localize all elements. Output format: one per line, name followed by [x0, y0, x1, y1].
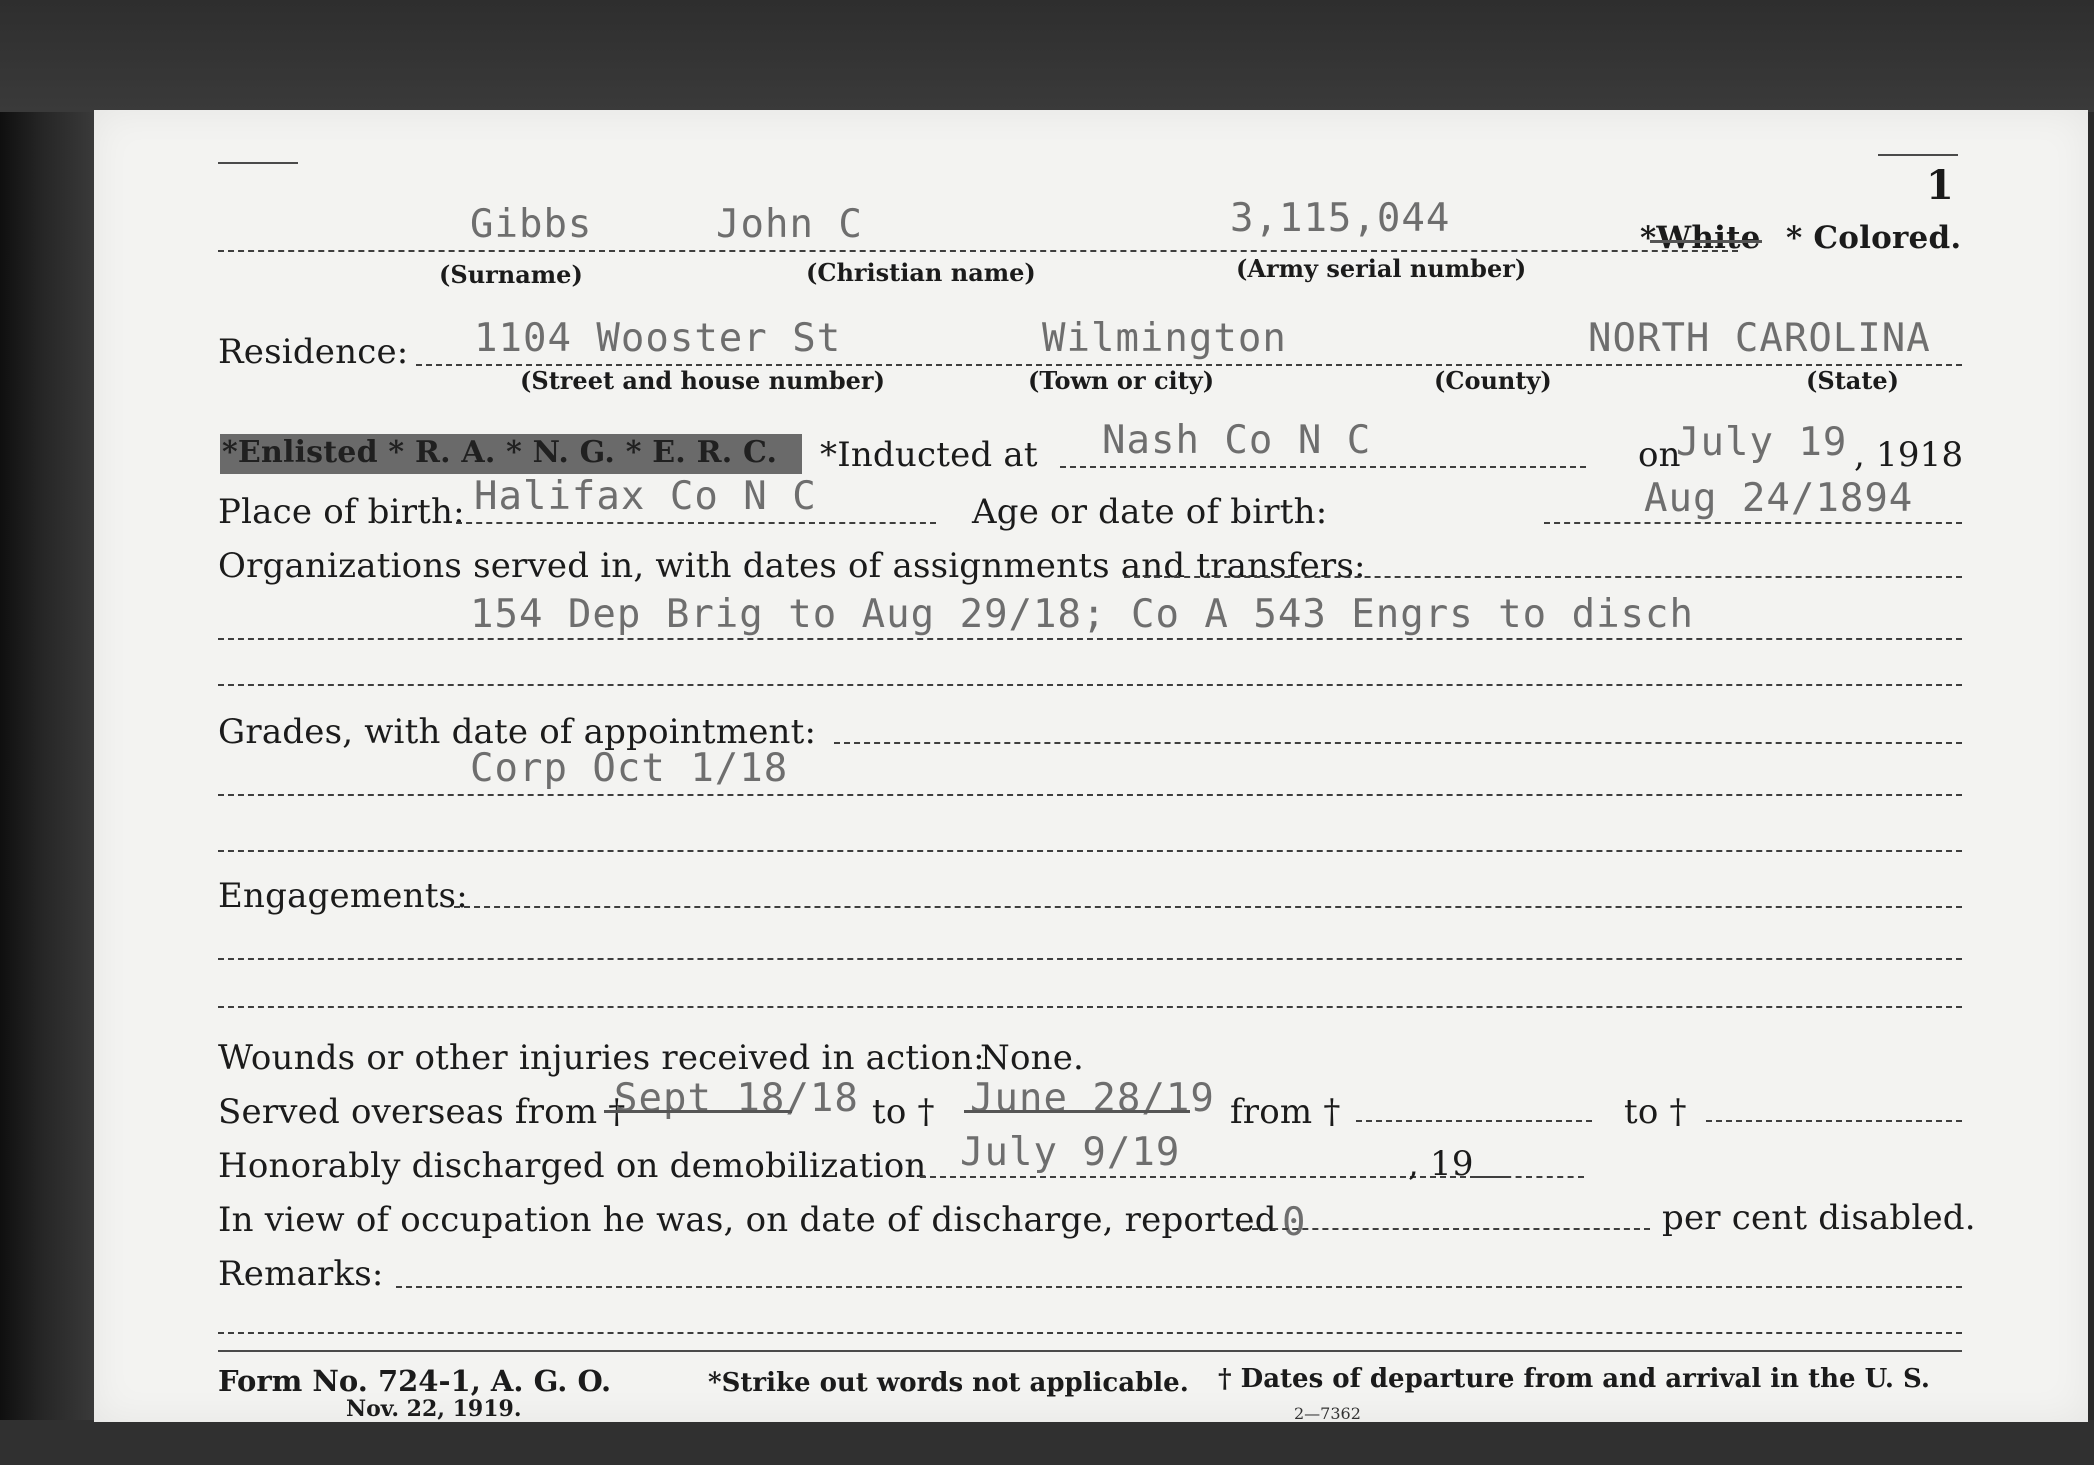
engagements-line-1: [454, 906, 1962, 908]
grades-line-3: [218, 850, 1962, 852]
grades-label: Grades, with date of appointment:: [218, 712, 817, 752]
dates-note: † Dates of departure from and arrival in the U. S.: [1218, 1364, 1930, 1394]
top-left-rule: [218, 162, 298, 164]
overseas-from-label-2: from †: [1230, 1092, 1341, 1132]
white-option: *White: [1640, 220, 1761, 256]
overseas-from-strikeout: [604, 1110, 792, 1113]
organizations-line-2: [218, 638, 1962, 640]
engagements-label: Engagements:: [218, 876, 468, 916]
occupation-label: In view of occupation he was, on date of discharge, reported: [218, 1200, 1277, 1240]
overseas-from-label: Served overseas from †: [218, 1092, 626, 1132]
surname-caption: (Surname): [439, 260, 583, 289]
age-line: [1544, 522, 1962, 524]
discharged-value: July 9/19: [960, 1130, 1181, 1175]
overseas-from-value: Sept 18/18: [614, 1076, 859, 1121]
discharged-year: , 19: [1408, 1144, 1474, 1184]
town-caption: (Town or city): [1028, 366, 1215, 395]
colored-option: * Colored.: [1786, 220, 1962, 256]
card-number: 1: [1926, 162, 1954, 209]
overseas-to-value: June 28/19: [970, 1076, 1215, 1121]
organizations-line-1: [1124, 576, 1962, 578]
state-value: NORTH CAROLINA: [1588, 316, 1931, 361]
service-record-card: [94, 110, 2088, 1422]
age-value: Aug 24/1894: [1644, 476, 1914, 521]
white-strikeout: [1650, 240, 1762, 243]
inducted-at-label: *Inducted at: [820, 435, 1038, 475]
occupation-line: [1242, 1228, 1650, 1230]
engagements-line-2: [218, 958, 1962, 960]
footer-rule: [218, 1350, 1962, 1352]
name-line: [218, 250, 1738, 252]
wounds-label: Wounds or other injuries received in action:: [218, 1038, 985, 1078]
scan-background-left: [0, 0, 95, 1465]
enlistment-options: *Enlisted * R. A. * N. G. * E. R. C.: [222, 435, 778, 470]
scan-background-top: [0, 0, 2094, 112]
county-caption: (County): [1434, 366, 1552, 395]
scan-background-bottom: [0, 1420, 2094, 1465]
inducted-at-value: Nash Co N C: [1102, 418, 1372, 463]
organizations-line-3: [218, 684, 1962, 686]
surname-value: Gibbs: [470, 202, 593, 247]
strike-out-note: *Strike out words not applicable.: [708, 1368, 1189, 1398]
christian-name-caption: (Christian name): [806, 258, 1036, 287]
remarks-line-1: [396, 1286, 1962, 1288]
overseas-from-line-2: [1356, 1120, 1592, 1122]
remarks-label: Remarks:: [218, 1254, 384, 1294]
organizations-value: 154 Dep Brig to Aug 29/18; Co A 543 Engrs to disch: [470, 592, 1694, 637]
street-caption: (Street and house number): [520, 366, 885, 395]
serial-number-caption: (Army serial number): [1236, 254, 1527, 283]
overseas-to-label-2: to †: [1624, 1092, 1687, 1132]
form-date: Nov. 22, 1919.: [346, 1396, 522, 1422]
on-label: on: [1638, 435, 1681, 475]
organizations-label: Organizations served in, with dates of assignments and transfers:: [218, 546, 1366, 586]
place-of-birth-line: [456, 522, 936, 524]
grades-value: Corp Oct 1/18: [470, 746, 789, 791]
inducted-year: , 1918: [1854, 435, 1964, 475]
serial-number-value: 3,115,044: [1230, 196, 1451, 241]
occupation-value: 0: [1282, 1200, 1307, 1245]
place-of-birth-value: Halifax Co N C: [474, 474, 817, 519]
residence-label: Residence:: [218, 332, 409, 372]
form-number: Form No. 724-1, A. G. O.: [218, 1364, 612, 1398]
inducted-at-line: [1060, 466, 1586, 468]
overseas-to-label: to †: [872, 1092, 935, 1132]
discharged-year-line: [1474, 1176, 1584, 1178]
top-right-rule: [1878, 154, 1958, 156]
christian-name-value: John C: [716, 202, 863, 247]
remarks-line-2: [218, 1332, 1962, 1334]
discharged-label: Honorably discharged on demobilization: [218, 1146, 927, 1186]
town-value: Wilmington: [1042, 316, 1287, 361]
place-of-birth-label: Place of birth:: [218, 492, 465, 532]
grades-line-2: [218, 794, 1962, 796]
disabled-label: per cent disabled.: [1662, 1198, 1976, 1238]
grades-line-1: [834, 742, 1962, 744]
wounds-value: None.: [980, 1038, 1085, 1078]
bottom-code: 2—7362: [1294, 1404, 1361, 1423]
inducted-date-value: July 19: [1676, 420, 1848, 465]
state-caption: (State): [1806, 366, 1900, 395]
street-value: 1104 Wooster St: [474, 316, 842, 361]
overseas-to-strikeout: [964, 1110, 1190, 1113]
engagements-line-3: [218, 1006, 1962, 1008]
age-label: Age or date of birth:: [972, 492, 1328, 532]
overseas-to-line-2: [1706, 1120, 1962, 1122]
